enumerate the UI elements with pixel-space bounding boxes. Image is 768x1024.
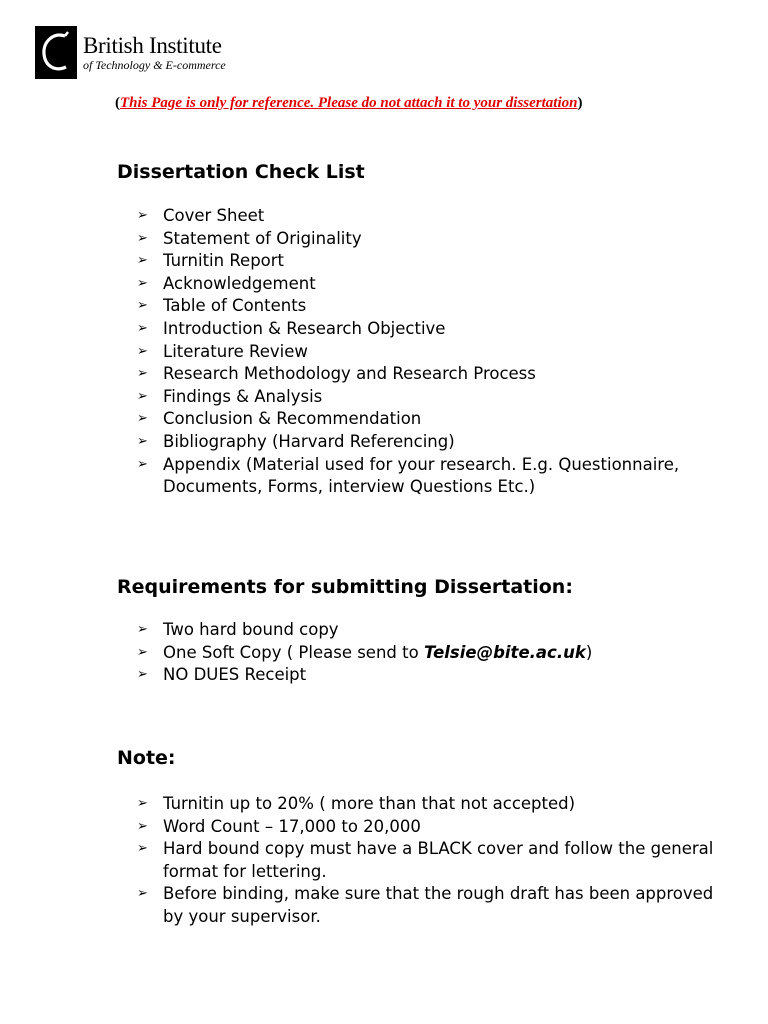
arrow-bullet-icon: ➢ xyxy=(137,886,148,902)
list-item: ➢ Two hard bound copy xyxy=(137,619,717,642)
arrow-bullet-icon: ➢ xyxy=(137,298,148,314)
list-item: ➢ Hard bound copy must have a BLACK cover and follow the general format for lettering. xyxy=(137,839,714,881)
arrow-bullet-icon: ➢ xyxy=(137,644,148,660)
list-item: ➢ Acknowledgement xyxy=(137,273,717,296)
list-item: ➢ Cover Sheet xyxy=(137,205,717,228)
arrow-bullet-icon: ➢ xyxy=(137,818,148,834)
checklist-heading: Dissertation Check List xyxy=(117,161,365,183)
list-item: ➢ Appendix (Material used for your research. E.g. Questionnaire, Documents, Forms, interview Questions Etc.) xyxy=(137,454,680,497)
arrow-bullet-icon: ➢ xyxy=(137,253,148,269)
list-item: ➢ Introduction & Research Objective xyxy=(137,318,717,341)
list-item: ➢ Bibliography (Harvard Referencing) xyxy=(137,431,717,454)
note-heading: Note: xyxy=(117,747,176,769)
list-item: ➢ Research Methodology and Research Process xyxy=(137,363,717,386)
arrow-bullet-icon: ➢ xyxy=(137,411,148,427)
arrow-bullet-icon: ➢ xyxy=(137,320,148,336)
arrow-bullet-icon: ➢ xyxy=(137,433,148,449)
list-item: ➢ Turnitin up to 20% ( more than that not accepted) xyxy=(137,793,717,816)
arrow-bullet-icon: ➢ xyxy=(137,841,148,857)
list-item: ➢ Before binding, make sure that the rough draft has been approved by your supervisor. xyxy=(137,884,714,926)
institute-logo xyxy=(35,26,226,80)
list-item: ➢ Findings & Analysis xyxy=(137,386,717,409)
reference-note-close: ) xyxy=(577,95,583,111)
list-item: ➢ NO DUES Receipt xyxy=(137,664,717,687)
reference-note-text: This Page is only for reference. Please do not attach it to your dissertation xyxy=(120,95,578,111)
list-item: ➢ Word Count – 17,000 to 20,000 xyxy=(137,816,717,839)
logo-emblem-icon xyxy=(35,26,77,79)
note-list xyxy=(137,793,717,929)
checklist-list xyxy=(137,205,717,499)
email-address: Telsie@bite.ac.uk xyxy=(423,642,586,662)
requirements-heading: Requirements for submitting Dissertation: xyxy=(117,576,573,598)
arrow-bullet-icon: ➢ xyxy=(137,796,148,811)
arrow-bullet-icon: ➢ xyxy=(137,208,148,223)
list-item: ➢ Conclusion & Recommendation xyxy=(137,408,717,431)
list-item: ➢ Table of Contents xyxy=(137,295,717,318)
list-item: ➢ Turnitin Report xyxy=(137,250,717,273)
arrow-bullet-icon: ➢ xyxy=(137,343,148,359)
arrow-bullet-icon: ➢ xyxy=(137,622,148,637)
logo-subtitle: of Technology & E-commerce xyxy=(83,58,226,72)
arrow-bullet-icon: ➢ xyxy=(137,230,148,246)
arrow-bullet-icon: ➢ xyxy=(137,388,148,404)
list-item: ➢ One Soft Copy ( Please send to Telsie@bite.ac.uk) xyxy=(137,642,717,665)
list-item: ➢ Literature Review xyxy=(137,341,717,364)
logo-name: British Institute xyxy=(83,33,222,58)
arrow-bullet-icon: ➢ xyxy=(137,275,148,291)
arrow-bullet-icon: ➢ xyxy=(137,667,148,683)
list-item: ➢ Statement of Originality xyxy=(137,228,717,251)
requirements-list xyxy=(137,619,717,687)
reference-note-open: ( xyxy=(115,95,120,111)
reference-note xyxy=(115,95,583,112)
arrow-bullet-icon: ➢ xyxy=(137,456,148,472)
arrow-bullet-icon: ➢ xyxy=(137,366,148,382)
